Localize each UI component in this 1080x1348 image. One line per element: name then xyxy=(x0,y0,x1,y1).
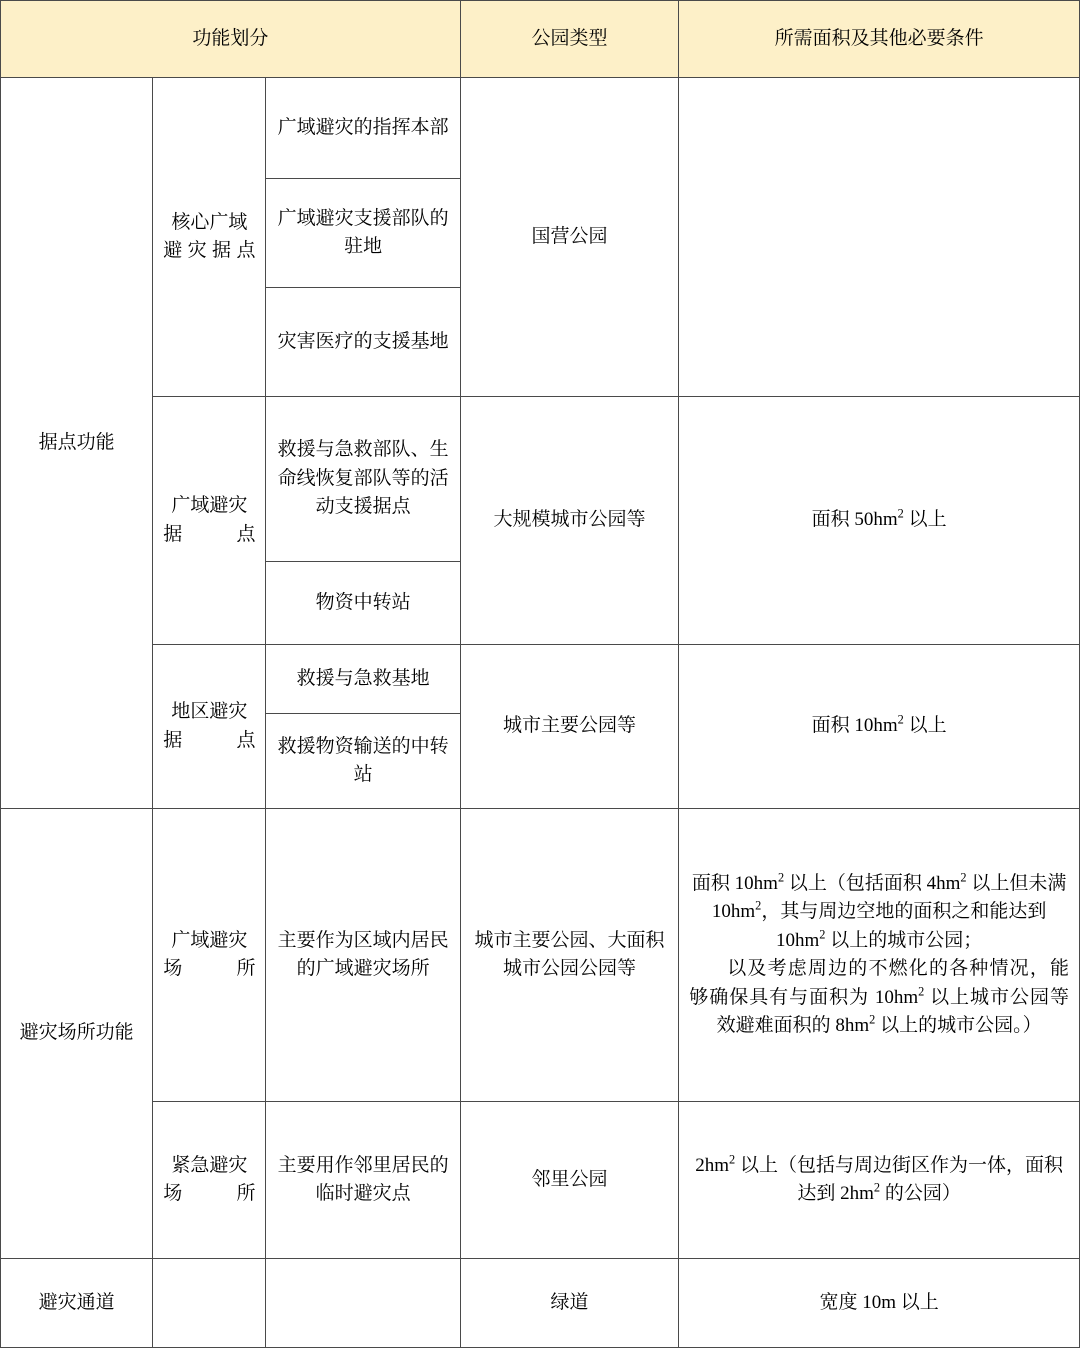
cell-emergency-shelter-desc: 主要用作邻里居民的临时避灾点 xyxy=(266,1102,460,1259)
cell-wide-shelter-desc: 主要作为区域内居民的广域避灾场所 xyxy=(266,809,460,1102)
table-row xyxy=(1,1102,1080,1259)
cell-base-function: 据点功能 xyxy=(1,78,153,809)
table-row xyxy=(1,809,1080,1102)
txt: 以及考虑周边的不燃化的各种情况，能够确保具有与面积为 10hm xyxy=(689,958,1069,1008)
txt: 以上城市公园等效避难面积的 8hm xyxy=(716,986,1069,1036)
txt: 以上的城市公园。） xyxy=(875,1015,1042,1036)
txt: 以上的城市公园； xyxy=(825,929,983,951)
cell-core-item-2: 广域避灾支援部队的驻地 xyxy=(266,179,460,288)
cell-core-area xyxy=(679,78,1080,397)
wide-area-text: 面积 50hm xyxy=(811,509,898,531)
table-row xyxy=(1,1259,1080,1348)
cell-district-park-type: 城市主要公园等 xyxy=(460,645,678,809)
wide-area-tail: 以上 xyxy=(903,509,947,531)
cell-core-item-3: 灾害医疗的支援基地 xyxy=(266,288,460,397)
txt: 的公园） xyxy=(880,1183,961,1204)
cell-district-item-1: 救援与急救基地 xyxy=(266,645,460,714)
cell-district-area-value xyxy=(679,645,1080,809)
district-area-text: 面积 10hm xyxy=(811,715,898,737)
cell-wide-item-2: 物资中转站 xyxy=(266,562,460,645)
header-park-type: 公园类型 xyxy=(460,1,678,78)
txt: 以上（包括面积 4hm xyxy=(784,872,961,894)
txt: 以上但未满 10hm xyxy=(711,872,1067,922)
wide-area-sup: 2 xyxy=(897,506,904,521)
cell-emergency-shelter-area: $2hm^2$ 以上（包括与周边街区作为一体，面积达到 $2hm^2$ 的公园） xyxy=(679,1102,1080,1259)
cell-evac-route: 避灾通道 xyxy=(1,1259,153,1348)
cell-wide-shelter-park-type: 城市主要公园、大面积城市公园公园等 xyxy=(460,809,678,1102)
header-area-conditions: 所需面积及其他必要条件 xyxy=(679,1,1080,78)
table-row xyxy=(1,397,1080,562)
cell-evac-route-park-type: 绿道 xyxy=(460,1259,678,1348)
cell-wide-park-type: 大规模城市公园等 xyxy=(460,397,678,645)
txt: 面积 10hm xyxy=(691,872,778,894)
cell-core-wide-area: 核心广域避灾据点 xyxy=(153,78,266,397)
wide-shelter-area-line1: 面积 $10hm^2$ 以上（包括面积 $4hm^2$ 以上但未满 $10hm^2$，其与周边空地的面积之和能达到 $10hm^2$ 以上的城市公园； xyxy=(691,870,1067,951)
txt: 2hm xyxy=(695,1154,730,1176)
cell-wide-shelter-area xyxy=(679,809,1080,1102)
header-function-division: 功能划分 xyxy=(1,1,461,78)
cell-shelter-function: 避灾场所功能 xyxy=(1,809,153,1259)
cell-evac-route-sub xyxy=(153,1259,266,1348)
cell-wide-area-value xyxy=(679,397,1080,645)
district-area-sup: 2 xyxy=(897,712,904,727)
cell-wide-area: 广域避灾据点 xyxy=(153,397,266,645)
wide-shelter-area-line2: 以及考虑周边的不燃化的各种情况，能够确保具有与面积为 $10hm^2$ 以上城市公园等效避难面积的 $8hm^2$ 以上的城市公园。） xyxy=(689,958,1069,1036)
district-area-tail: 以上 xyxy=(903,715,947,737)
cell-wide-shelter: 广域避灾场所 xyxy=(153,809,266,1102)
cell-district-item-2: 救援物资输送的中转站 xyxy=(266,714,460,809)
txt: ，其与周边空地的面积之和能达到 10hm xyxy=(761,901,1047,951)
table-row xyxy=(1,645,1080,714)
cell-evac-route-item xyxy=(266,1259,460,1348)
cell-emergency-shelter: 紧急避灾场所 xyxy=(153,1102,266,1259)
cell-district: 地区避灾据点 xyxy=(153,645,266,809)
cell-core-item-1: 广域避灾的指挥本部 xyxy=(266,78,460,179)
cell-evac-route-area: 宽度 10m 以上 xyxy=(679,1259,1080,1348)
table-header-row xyxy=(1,1,1080,78)
cell-emergency-shelter-park-type: 邻里公园 xyxy=(460,1102,678,1259)
table-row xyxy=(1,78,1080,179)
txt: 以上（包括与周边街区作为一体，面积达到 2hm xyxy=(735,1154,1063,1204)
cell-wide-item-1: 救援与急救部队、生命线恢复部队等的活动支援据点 xyxy=(266,397,460,562)
cell-core-park-type: 国营公园 xyxy=(460,78,678,397)
